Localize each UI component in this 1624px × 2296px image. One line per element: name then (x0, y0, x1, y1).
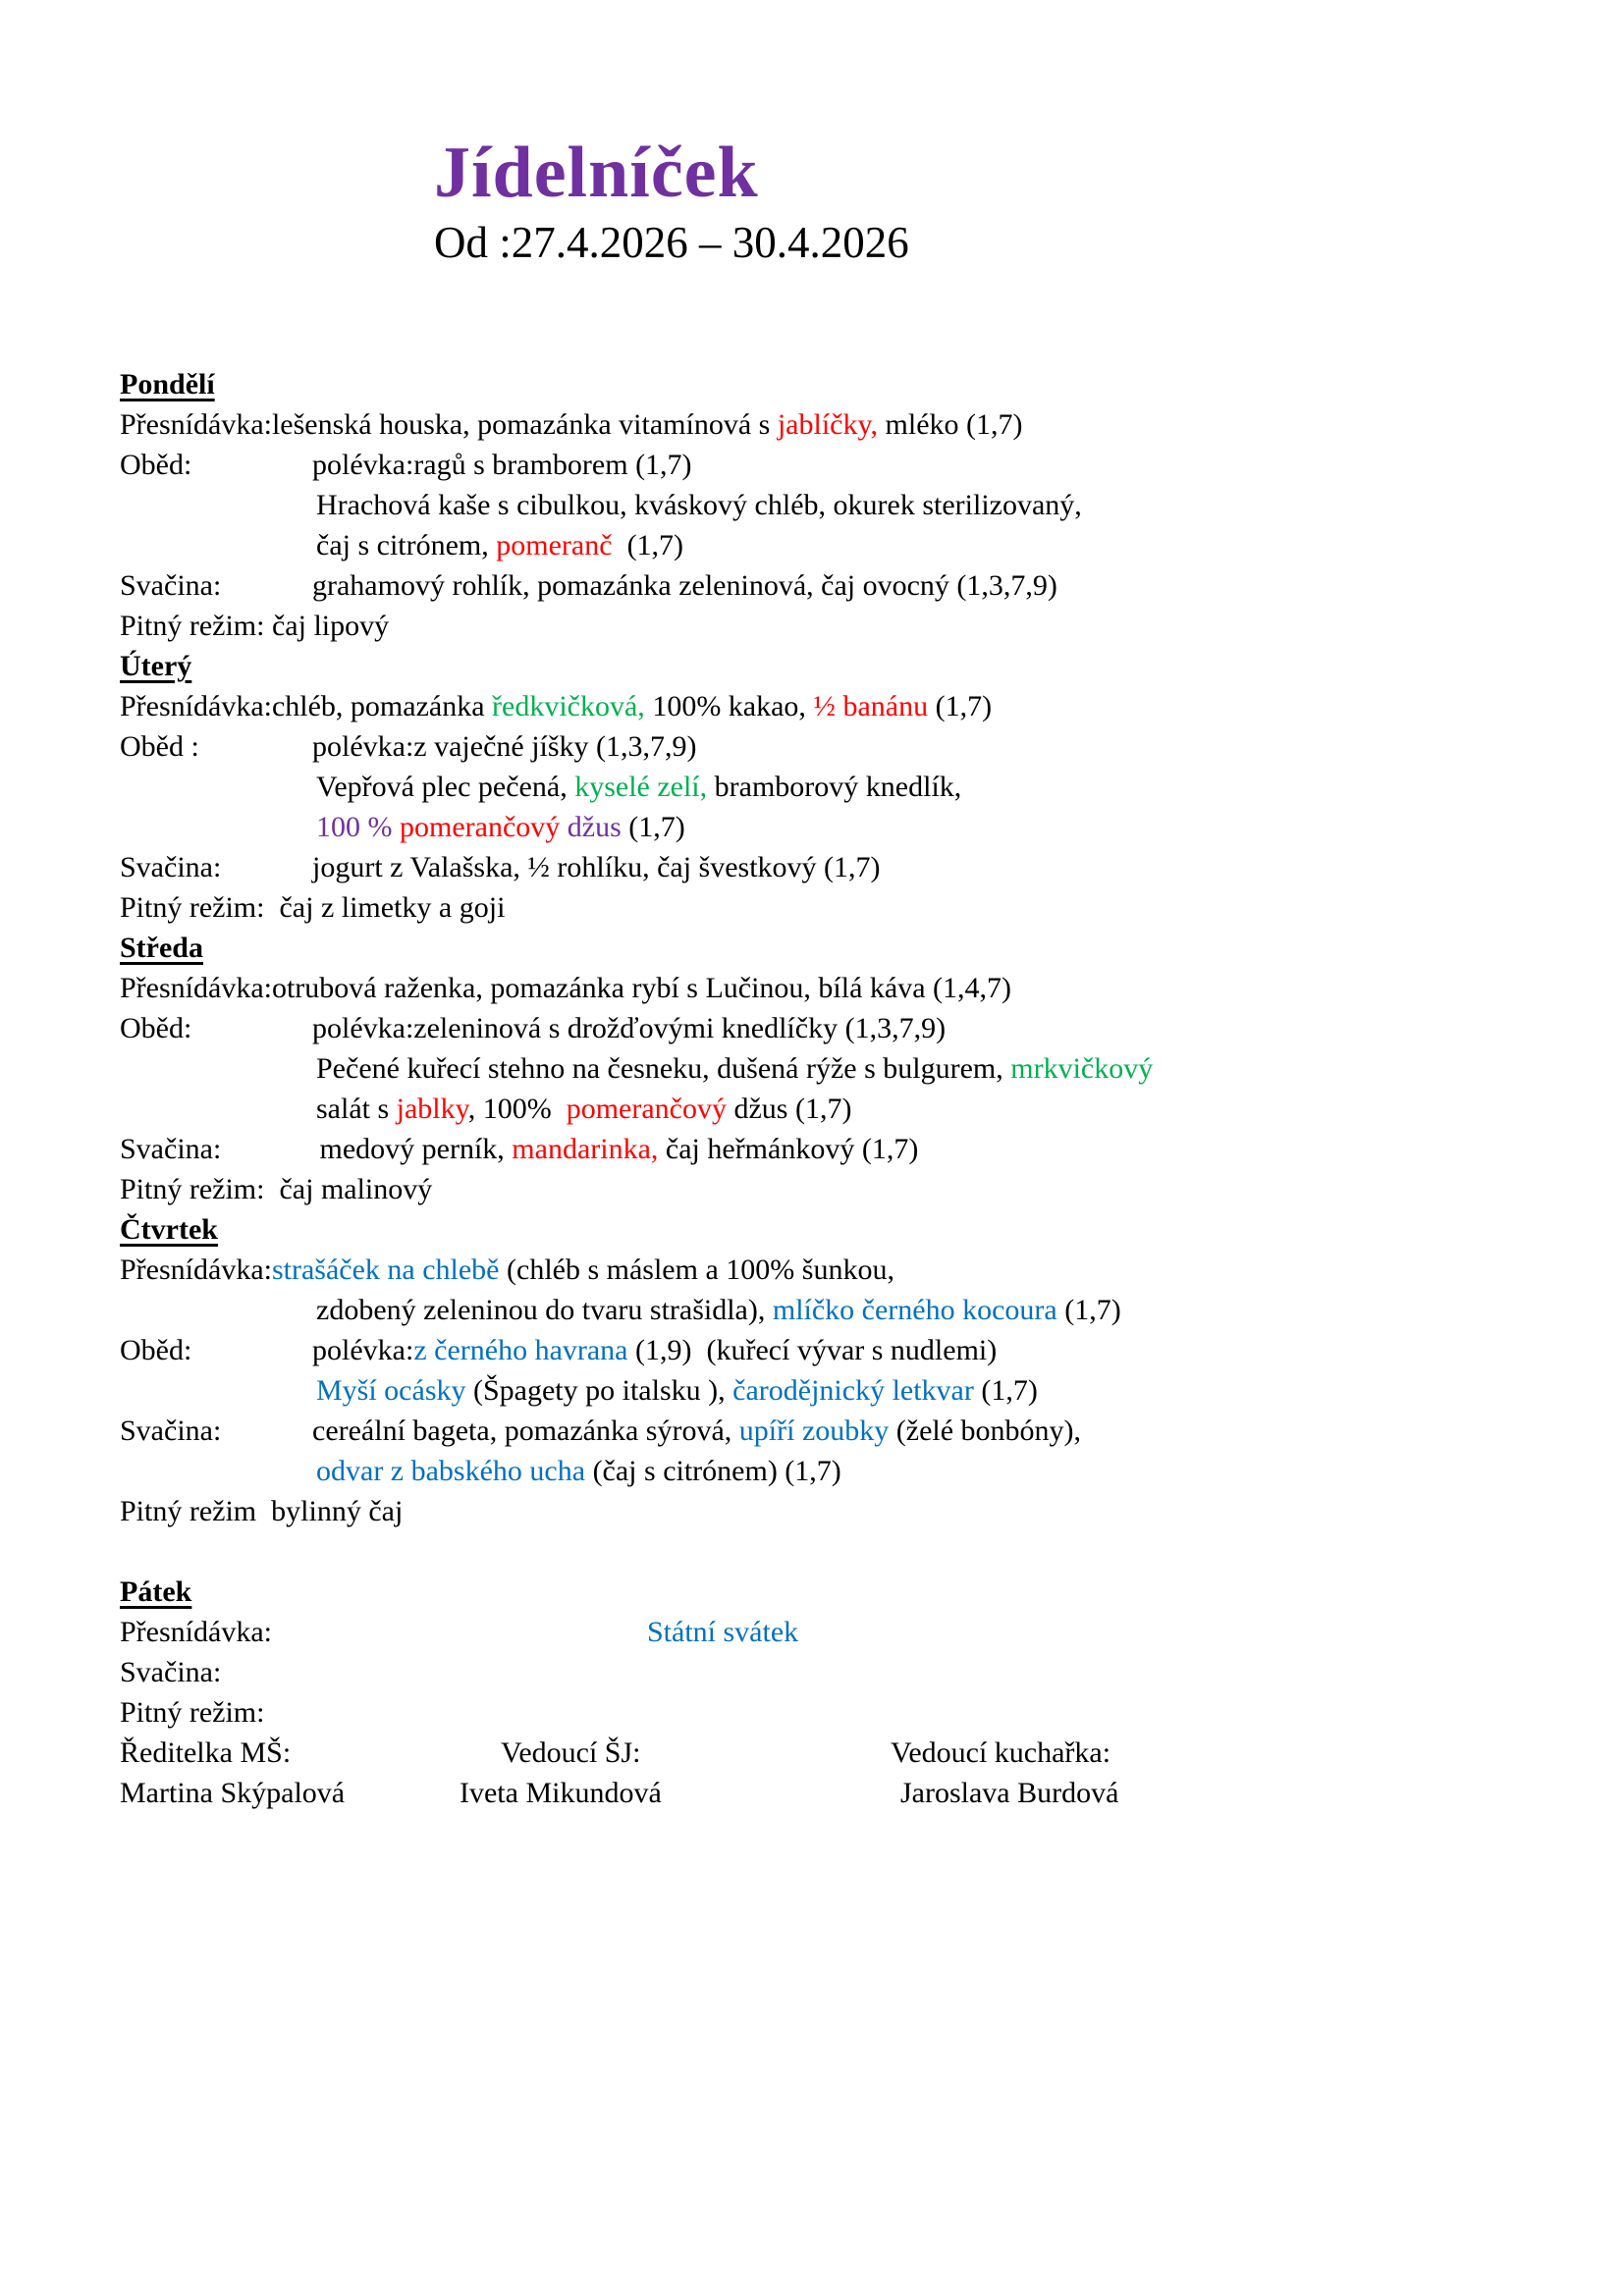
menu-line (120, 726, 1565, 767)
name-director: Martina Skýpalová (120, 1777, 346, 1810)
meal-label: Oběd: (120, 1012, 192, 1045)
name-canteen-head: Iveta Mikundová (460, 1777, 662, 1810)
menu-text-segment: Pitný režim: (120, 1696, 265, 1730)
menu-text-segment: salát s (316, 1093, 397, 1126)
menu-text-segment: cereální bageta, pomazánka sýrová, (312, 1415, 739, 1448)
role-head-cook: Vedoucí kuchařka: (891, 1736, 1111, 1770)
menu-line (120, 968, 1565, 1008)
menu-text-segment: 100% kakao, (644, 690, 814, 723)
menu-line (120, 1411, 1565, 1451)
menu-line (120, 485, 1565, 525)
day-heading: Pátek (120, 1575, 192, 1609)
meal-label: Svačina: (120, 851, 222, 884)
menu-text-segment: Myší ocásky (316, 1374, 466, 1408)
staff-names-row (120, 1773, 1565, 1813)
menu-text-segment: z černého havrana (413, 1334, 628, 1367)
menu-text-segment: mléko (1,7) (878, 408, 1023, 442)
menu-line (120, 1491, 1565, 1531)
day-section (120, 928, 1565, 1209)
menu-line (120, 1451, 1565, 1491)
day-heading: Úterý (120, 650, 192, 683)
menu-text-segment: (1,7) (973, 1374, 1038, 1408)
meal-label: Svačina: (120, 569, 222, 603)
day-heading: Středa (120, 932, 203, 965)
menu-text-segment: jogurt z Valašska, ½ rohlíku, čaj švestkový (1,7) (312, 851, 881, 884)
menu-line (120, 404, 1565, 445)
menu-line (120, 1652, 1565, 1692)
menu-line (120, 686, 1565, 726)
signature-block (120, 1733, 1565, 1813)
menu-line (120, 1129, 1565, 1169)
menu-text-segment: Vepřová plec pečená, (316, 771, 575, 804)
menu-text-segment: čarodějnický letkvar (732, 1374, 974, 1408)
menu-text-segment: polévka: (312, 1334, 414, 1367)
menu-text-segment: Státní svátek (647, 1616, 799, 1649)
menu-text-segment: (1,7) (928, 690, 993, 723)
role-director: Ředitelka MŠ: (120, 1736, 292, 1770)
menu-text-segment: 100 % (316, 811, 393, 844)
menu-text-segment: Přesnídávka:lešenská houska, pomazánka vitamínová s (120, 408, 778, 442)
menu-text-segment: strašáček na chlebě (271, 1254, 500, 1287)
meal-label: Oběd : (120, 730, 199, 764)
menu-line (120, 1048, 1565, 1089)
menu-text-segment: pomerančový (400, 811, 561, 844)
menu-text-segment: grahamový rohlík, pomazánka zeleninová, čaj ovocný (1,3,7,9) (312, 569, 1057, 603)
menu-line (120, 1612, 1565, 1652)
menu-text-segment: polévka:zeleninová s drožďovými knedlíčky (1,3,7,9) (312, 1012, 947, 1045)
menu-line (120, 1330, 1565, 1370)
menu-line (120, 565, 1565, 606)
menu-line (120, 887, 1565, 928)
name-head-cook: Jaroslava Burdová (900, 1777, 1119, 1810)
menu-line (120, 847, 1565, 887)
menu-line (120, 1370, 1565, 1411)
menu-text-segment: (želé bonbóny), (889, 1415, 1082, 1448)
menu-text-segment: medový perník, (312, 1133, 513, 1166)
day-heading: Pondělí (120, 368, 215, 401)
menu-line (120, 445, 1565, 485)
menu-text-segment: pomeranč (496, 529, 613, 562)
menu-text-segment (393, 811, 401, 843)
menu-text-segment: džus (1,7) (726, 1093, 852, 1126)
menu-text-segment: Pitný režim bylinný čaj (120, 1495, 404, 1528)
day-section (120, 364, 1565, 646)
menu-line (120, 525, 1565, 565)
weekly-menu (120, 364, 1565, 1733)
menu-text-segment: (1,7) (1056, 1294, 1121, 1327)
menu-line (120, 606, 1565, 646)
menu-text-segment: odvar z babského ucha (316, 1455, 586, 1488)
document-header (434, 133, 1565, 271)
menu-line (120, 1692, 1565, 1733)
menu-text-segment: čaj s citrónem, (316, 529, 497, 562)
menu-text-segment: (Špagety po italsku ), (465, 1374, 733, 1408)
menu-line (120, 1250, 1565, 1290)
menu-line (120, 1290, 1565, 1330)
menu-text-segment: (chléb s máslem a 100% šunkou, (499, 1254, 894, 1287)
menu-line (120, 807, 1565, 847)
menu-text-segment: mandarinka, (512, 1133, 659, 1166)
menu-text-segment: čaj heřmánkový (1,7) (658, 1133, 919, 1166)
menu-text-segment: Svačina: (120, 1656, 222, 1689)
meal-label: Svačina: (120, 1133, 222, 1166)
menu-text-segment: Pitný režim: čaj lipový (120, 610, 390, 643)
menu-text-segment: (čaj s citrónem) (1,7) (585, 1455, 841, 1488)
role-canteen-head: Vedoucí ŠJ: (501, 1736, 641, 1770)
menu-text-segment: Pečené kuřecí stehno na česneku, dušená rýže s bulgurem, (316, 1052, 1011, 1086)
menu-text-segment: Hrachová kaše s cibulkou, kváskový chléb, okurek sterilizovaný, (316, 489, 1082, 522)
menu-text-segment: jablky (396, 1093, 468, 1126)
menu-text-segment: Přesnídávka: (120, 1254, 272, 1287)
menu-text-segment: džus (567, 811, 622, 844)
staff-roles-row (120, 1733, 1565, 1773)
menu-text-segment: upíří zoubky (738, 1415, 890, 1448)
date-range: Od :27.4.2026 – 30.4.2026 (434, 217, 909, 267)
meal-label: Oběd: (120, 449, 192, 482)
menu-text-segment: , 100% (467, 1093, 567, 1126)
menu-text-segment: jablíčky, (777, 408, 879, 442)
menu-text-segment: ½ banánu (813, 690, 929, 723)
menu-text-segment: pomerančový (566, 1093, 727, 1126)
menu-line (120, 767, 1565, 807)
menu-text-segment: ředkvičková, (492, 690, 645, 723)
day-heading: Čtvrtek (120, 1213, 218, 1247)
menu-text-segment: Pitný režim: čaj z limetky a goji (120, 891, 506, 925)
menu-text-segment: (1,7) (621, 811, 685, 844)
menu-text-segment: Přesnídávka:chléb, pomazánka (120, 690, 493, 723)
menu-text-segment: bramborový knedlík, (707, 771, 962, 804)
meal-label: Svačina: (120, 1415, 222, 1448)
page-title: Jídelníček (434, 133, 759, 213)
menu-text-segment: Pitný režim: čaj malinový (120, 1173, 433, 1206)
day-section (120, 646, 1565, 928)
menu-text-segment: (1,9) (kuřecí vývar s nudlemi) (627, 1334, 998, 1367)
day-section (120, 1209, 1565, 1531)
menu-text-segment: kyselé zelí, (574, 771, 708, 804)
day-section (120, 1572, 1565, 1733)
menu-text-segment: mlíčko černého kocoura (772, 1294, 1057, 1327)
menu-text-segment: mrkvičkový (1010, 1052, 1154, 1086)
menu-text-segment: zdobený zeleninou do tvaru strašidla), (316, 1294, 773, 1327)
menu-line (120, 1169, 1565, 1209)
menu-text-segment: polévka:z vaječné jíšky (1,3,7,9) (312, 730, 697, 764)
menu-text-segment: polévka:ragů s bramborem (1,7) (312, 449, 692, 482)
menu-line (120, 1089, 1565, 1129)
menu-text-segment: (1,7) (612, 529, 684, 562)
meal-label: Přesnídávka: (120, 1616, 272, 1649)
meal-label: Oběd: (120, 1334, 192, 1367)
menu-text-segment (560, 811, 568, 843)
menu-line (120, 1008, 1565, 1048)
menu-text-segment: Přesnídávka:otrubová raženka, pomazánka rybí s Lučinou, bílá káva (1,4,7) (120, 972, 1012, 1005)
